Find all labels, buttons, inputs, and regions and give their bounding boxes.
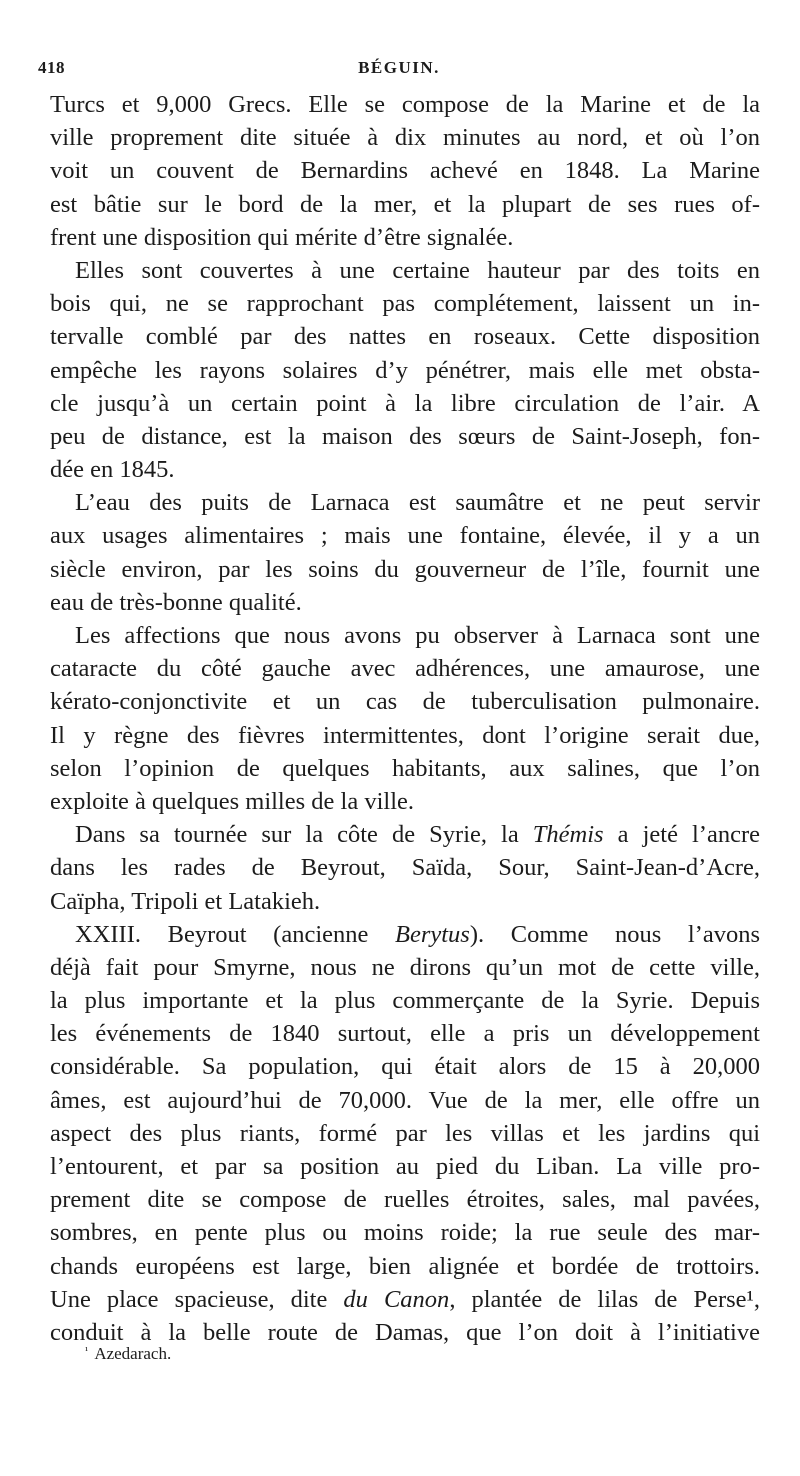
text-line: Les affections que nous avons pu observer à Larnaca sont une xyxy=(75,622,760,649)
text-line: chands européens est large, bien alignée et bordée de trottoirs. xyxy=(50,1252,760,1280)
text-line: selon l’opinion de quelques habitants, aux salines, que l’on xyxy=(50,754,760,782)
text-line: prement dite se compose de ruelles étroites, sales, mal pavées, xyxy=(50,1186,760,1214)
text-line: dans les rades de Beyrout, Saïda, Sour, Saint-Jean-d’Acre, xyxy=(50,854,760,882)
text-line: conduit à la belle route de Damas, que l’on doit à l’initiative xyxy=(50,1318,760,1346)
text-line: XXIII. Beyrout (ancienne Berytus). Comme nous l’avons xyxy=(75,920,760,948)
text-line: frent une disposition qui mérite d’être signalée. xyxy=(50,223,514,251)
text-line: siècle environ, par les soins du gouverneur de l’île, fournit une xyxy=(50,555,760,583)
italic-title: Thémis xyxy=(532,821,604,849)
text-line: ville proprement dite située à dix minutes au nord, et où l’on xyxy=(50,124,760,152)
text-line: cle jusqu’à un certain point à la libre circulation de l’air. A xyxy=(50,389,760,417)
text-line: Il y règne des fièvres intermittentes, dont l’origine serait due, xyxy=(50,721,760,749)
text-line: aspect des plus riants, formé par les villas et les jardins qui xyxy=(50,1119,760,1147)
text-line: déjà fait pour Smyrne, nous ne dirons qu’un mot de cette ville, xyxy=(50,953,760,981)
text-line: cataracte du côté gauche avec adhérences, une amaurose, une xyxy=(50,655,760,683)
text-line: la plus importante et la plus commerçante de la Syrie. Depuis xyxy=(50,987,760,1015)
footnote-text: Azedarach. xyxy=(94,1344,172,1363)
text-line: Dans sa tournée sur la côte de Syrie, la Thémis a jeté l’ancre xyxy=(75,821,760,849)
text-line: âmes, est aujourd’hui de 70,000. Vue de la mer, elle offre un xyxy=(50,1086,760,1114)
text-line: tervalle comblé par des nattes en roseaux. Cette disposition xyxy=(50,323,760,351)
text-line: Caïpha, Tripoli et Latakieh. xyxy=(50,887,321,915)
text-line: est bâtie sur le bord de la mer, et la plupart de ses rues of- xyxy=(50,190,760,218)
text-line: dée en 1845. xyxy=(50,456,175,484)
text-line: aux usages alimentaires ; mais une fontaine, élevée, il y a un xyxy=(50,522,760,550)
text-line: empêche les rayons solaires d’y pénétrer, mais elle met obsta- xyxy=(50,356,760,384)
text-line: eau de très-bonne qualité. xyxy=(50,588,302,616)
text-line: sombres, en pente plus ou moins roide; la rue seule des mar- xyxy=(50,1219,760,1247)
text-line: kérato-conjonctivite et un cas de tuberculisation pulmonaire. xyxy=(50,688,760,716)
text-line: considérable. Sa population, qui était alors de 15 à 20,000 xyxy=(50,1053,760,1081)
text-line: les événements de 1840 surtout, elle a pris un développement xyxy=(50,1020,760,1048)
text-line: exploite à quelques milles de la ville. xyxy=(50,787,414,815)
text-line: peu de distance, est la maison des sœurs de Saint-Joseph, fon- xyxy=(50,422,760,450)
text-line: l’entourent, et par sa position au pied du Liban. La ville pro- xyxy=(50,1153,760,1180)
text-line: Elles sont couvertes à une certaine hauteur par des toits en xyxy=(75,256,760,284)
text-line: bois qui, ne se rapprochant pas complétement, laissent un in- xyxy=(50,290,760,318)
text-line: Turcs et 9,000 Grecs. Elle se compose de la Marine et de la xyxy=(50,91,760,118)
italic-title: du Canon xyxy=(343,1285,450,1313)
footnote-marker: ¹ xyxy=(85,1345,89,1357)
footnote xyxy=(85,1344,171,1364)
running-title: BÉGUIN. xyxy=(358,58,440,77)
text-line: voit un couvent de Bernardins achevé en 1848. La Marine xyxy=(50,157,760,185)
text-line: L’eau des puits de Larnaca est saumâtre et ne peut servir xyxy=(75,489,760,517)
page-number: 418 xyxy=(38,58,65,77)
italic-title: Berytus xyxy=(395,920,470,948)
text-line: Une place spacieuse, dite du Canon, plantée de lilas de Perse¹, xyxy=(50,1285,761,1313)
page-header xyxy=(38,58,760,88)
body-text xyxy=(50,88,760,1349)
